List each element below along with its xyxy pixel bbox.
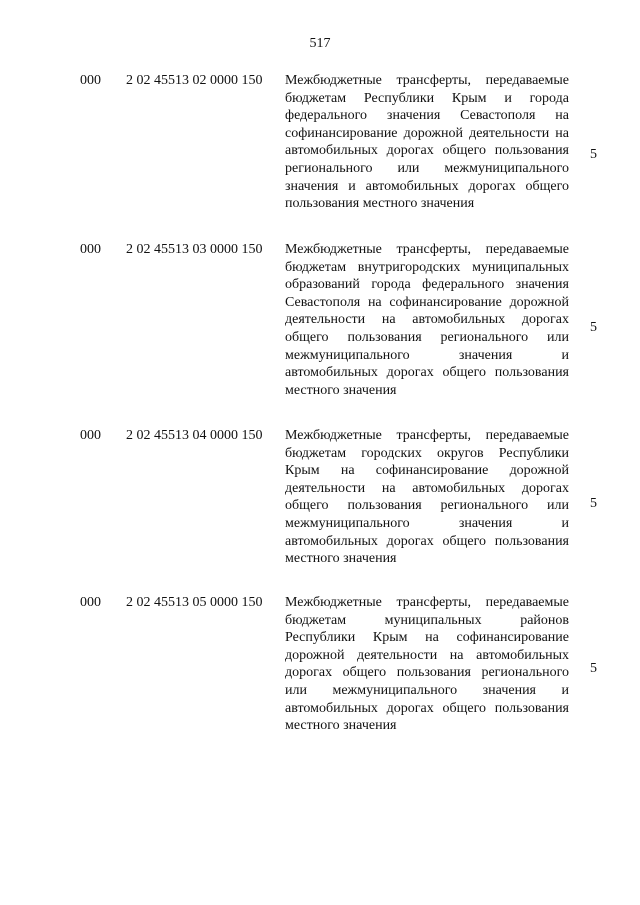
- budget-classification-code: 2 02 45513 05 0000 150: [126, 595, 263, 610]
- row-description: Межбюджетные трансферты, передаваемые бюджетам Республики Крым и города федерального значения Севастополя на софинансирование дорожной деятельности на автомобильных дорогах общего пользования регионального или межмуниципального значения и автомобильных дорогах общего пользования местного значения: [285, 73, 569, 212]
- admin-code: 000: [80, 428, 101, 443]
- admin-code: 000: [80, 73, 101, 88]
- row-description: Межбюджетные трансферты, передаваемые бюджетам муниципальных районов Республики Крым на софинансирование дорожной деятельности на автомобильных дорогах общего пользования регионального или межмуниципального значения и автомобильных дорогах общего пользования местного значения: [285, 595, 569, 734]
- page-number: 517: [309, 36, 331, 51]
- budget-classification-code: 2 02 45513 02 0000 150: [126, 73, 263, 88]
- row-amount: 5: [590, 320, 597, 335]
- row-description: Межбюджетные трансферты, передаваемые бюджетам городских округов Республики Крым на софинансирование дорожной деятельности на автомобильных дорогах общего пользования регионального или межмуниципального значения и автомобильных дорогах общего пользования местного значения: [285, 428, 569, 567]
- admin-code: 000: [80, 595, 101, 610]
- admin-code: 000: [80, 242, 101, 257]
- budget-classification-code: 2 02 45513 03 0000 150: [126, 242, 263, 257]
- row-amount: 5: [590, 661, 597, 676]
- row-amount: 5: [590, 147, 597, 162]
- row-description: Межбюджетные трансферты, передаваемые бюджетам внутригородских муниципальных образований города федерального значения Севастополя на софинансирование дорожной деятельности на автомобильных дорогах общего пользования регионального или межмуниципального значения и автомобильных дорогах общего пользования местного значения: [285, 242, 569, 398]
- budget-classification-code: 2 02 45513 04 0000 150: [126, 428, 263, 443]
- row-amount: 5: [590, 496, 597, 511]
